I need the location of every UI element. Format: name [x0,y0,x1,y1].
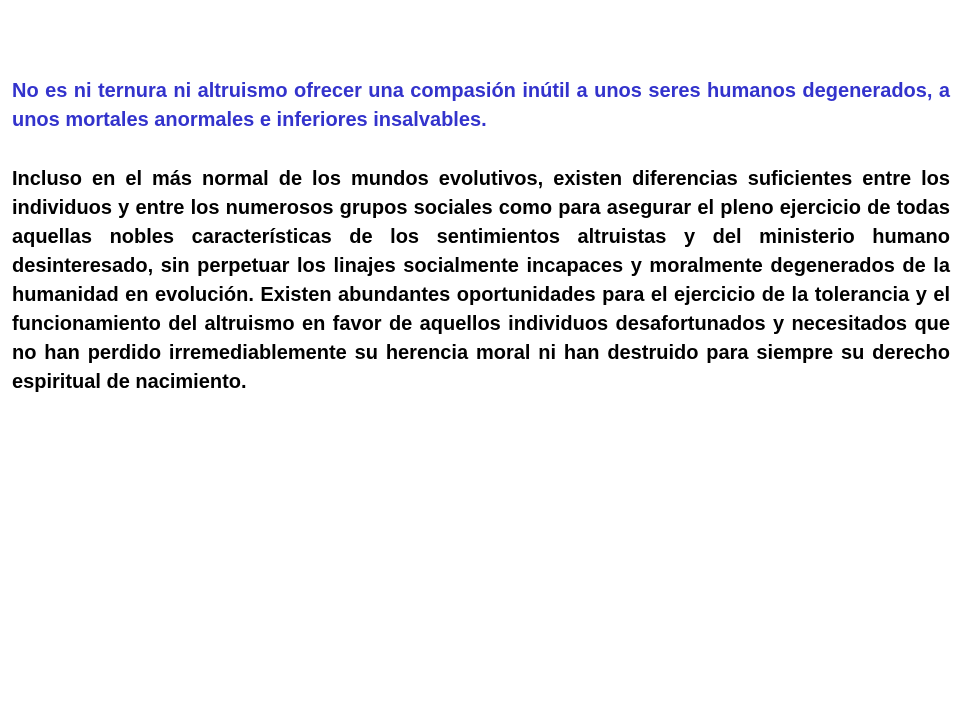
body-paragraph: Incluso en el más normal de los mundos evolutivos, existen diferencias suficientes entre los individuos y entre los numerosos grupos sociales como para asegurar el pleno ejercicio de todas aquellas nobles características de los sentimientos altruistas y del ministerio humano desinteresado, sin perpetuar los linajes socialmente incapaces y moralmente degenerados de la humanidad en evolución. Existen abundantes oportunidades para el ejercicio de la tolerancia y el funcionamiento del altruismo en favor de aquellos individuos desafortunados y necesitados que no han perdido irremediablemente su herencia moral ni han destruido para siempre su derecho espiritual de nacimiento. [12,168,950,393]
highlight-paragraph: No es ni ternura ni altruismo ofrecer una compasión inútil a unos seres humanos degenerados, a unos mortales anormales e inferiores insalvables. [12,80,950,131]
